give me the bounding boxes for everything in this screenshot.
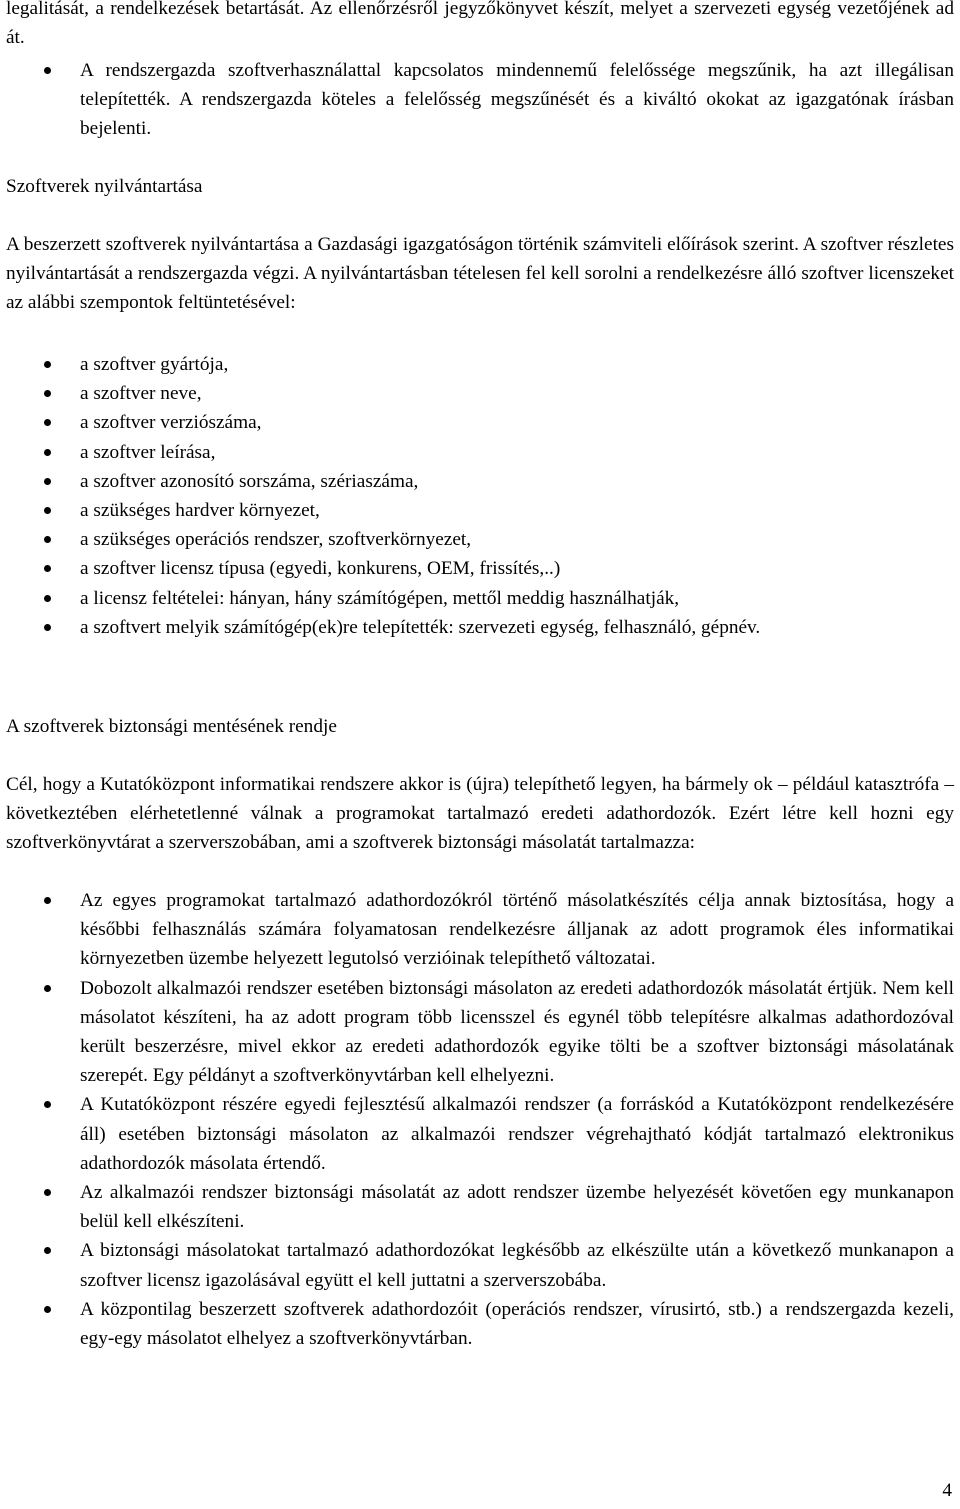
- top-bullet-list: [0, 56, 954, 144]
- list-item: Az egyes programokat tartalmazó adathordozókról történő másolatkészítés célja annak biztosítása, hogy a későbbi felhasználás számára folyamatosan rendelkezésre álljanak az adott programok éles informatikai környezetben üzembe helyezett legutolsó verzióinak telepíthető változatai.: [0, 886, 954, 974]
- list-item: A rendszergazda szoftverhasználattal kapcsolatos mindennemű felelőssége megszűnik, ha azt illegálisan telepítették. A rendszergazda köteles a felelősség megszűnését és a kiváltó okokat az igazgatónak írásban bejelenti.: [0, 56, 954, 144]
- continuation-paragraph: legalitását, a rendelkezések betartását. Az ellenőrzésről jegyzőkönyvet készít, melyet a szervezeti egység vezetőjének ad át.: [6, 0, 954, 49]
- page-number: 4: [942, 1480, 952, 1501]
- list-item: a szoftver neve,: [0, 379, 954, 408]
- backup-rules-list: [0, 886, 954, 1353]
- list-item: a szükséges hardver környezet,: [0, 496, 954, 525]
- list-item: a szoftver verziószáma,: [0, 408, 954, 437]
- list-item: a szoftver gyártója,: [0, 350, 954, 379]
- list-item: a szoftver leírása,: [0, 438, 954, 467]
- list-item: a szoftvert melyik számítógép(ek)re telepítették: szervezeti egység, felhasználó, gépnév.: [0, 613, 954, 642]
- list-item: a szoftver licensz típusa (egyedi, konkurens, OEM, frissítés,..): [0, 554, 954, 583]
- list-item: A biztonsági másolatokat tartalmazó adathordozókat legkésőbb az elkészülte után a következő munkanapon a szoftver licensz igazolásával együtt el kell juttatni a szerverszobába.: [0, 1236, 954, 1294]
- list-item: Az alkalmazói rendszer biztonsági másolatát az adott rendszer üzembe helyezését követően egy munkanapon belül kell elkészíteni.: [0, 1178, 954, 1236]
- list-item: A Kutatóközpont részére egyedi fejlesztésű alkalmazói rendszer (a forráskód a Kutatóközpont rendelkezésére áll) esetében biztonsági másolaton az alkalmazói rendszer végrehajtható kódját tartalmazó elektronikus adathordozók másolata értendő.: [0, 1090, 954, 1178]
- section-heading-backup: A szoftverek biztonsági mentésének rendje: [6, 716, 337, 737]
- list-item: a szoftver azonosító sorszáma, szériaszáma,: [0, 467, 954, 496]
- list-item: a licensz feltételei: hányan, hány számítógépen, mettől meddig használhatják,: [0, 584, 954, 613]
- list-item: Dobozolt alkalmazói rendszer esetében biztonsági másolaton az eredeti adathordozók másolatát értjük. Nem kell másolatot készíteni, ha az adott program több licensszel és egynél több telepítésre alkalmas adathordozóval került beszerzésre, mivel ekkor az eredeti adathordozók egyike tölti be a szoftver biztonsági másolatának szerepét. Egy példányt a szoftverkönyvtárban kell elhelyezni.: [0, 974, 954, 1091]
- section-heading-software-registry: Szoftverek nyilvántartása: [6, 176, 203, 197]
- section2-paragraph: Cél, hogy a Kutatóközpont informatikai rendszere akkor is (újra) telepíthető legyen, ha bármely ok – például katasztrófa – következtében elérhetetlenné válnak a programokat tartalmazó eredeti adathordozók. Ezért létre kell hozni egy szoftverkönyvtárat a szerverszobában, ami a szoftverek biztonsági másolatát tartalmazza:: [6, 774, 954, 854]
- list-item: a szükséges operációs rendszer, szoftverkörnyezet,: [0, 525, 954, 554]
- section1-paragraph: A beszerzett szoftverek nyilvántartása a Gazdasági igazgatóságon történik számviteli előírások szerint. A szoftver részletes nyilvántartását a rendszergazda végzi. A nyilvántartásban tételesen fel kell sorolni a rendelkezésre álló szoftver licenszeket az alábbi szempontok feltüntetésével:: [6, 234, 954, 314]
- list-item: A központilag beszerzett szoftverek adathordozóit (operációs rendszer, vírusirtó, stb.) a rendszergazda kezeli, egy-egy másolatot elhelyez a szoftverkönyvtárban.: [0, 1295, 954, 1353]
- registry-criteria-list: [0, 350, 954, 642]
